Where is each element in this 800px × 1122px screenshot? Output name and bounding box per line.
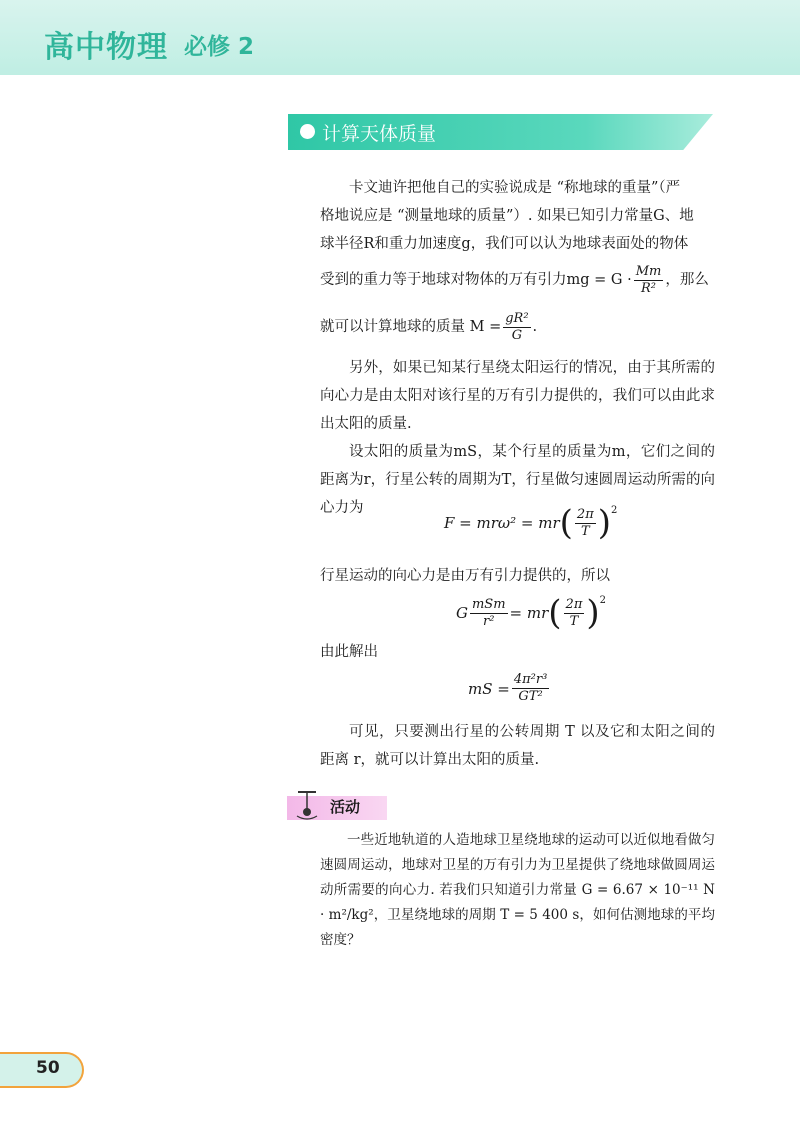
- p1-line4-tail: ，那么: [665, 272, 709, 288]
- fraction-denominator: T: [581, 523, 590, 539]
- p1-line4-text: 受到的重力等于地球对物体的万有引力mg = G ·: [320, 272, 632, 288]
- left-paren: (: [548, 593, 562, 633]
- eq2-mid: = mr: [509, 604, 549, 622]
- exponent: 2: [599, 594, 607, 606]
- p1-line5-text: 就可以计算地球的质量 M =: [320, 319, 502, 335]
- p1-line4: [320, 258, 715, 302]
- fraction-denominator: r²: [483, 613, 495, 629]
- fraction-denominator: R²: [641, 280, 657, 296]
- p1-line1: 卡文迪许把他自己的实验说成是 “称地球的重量”（严: [349, 180, 681, 196]
- fraction-2pi-T: [564, 597, 585, 630]
- paragraph-4-text: 行星运动的向心力是由万有引力提供的，所以: [320, 568, 610, 584]
- paragraph-2: [320, 354, 715, 438]
- left-paren: (: [559, 503, 573, 543]
- fraction-numerator: 4π²r³: [513, 672, 548, 687]
- book-title: 高中物理: [44, 30, 168, 65]
- fraction-numerator: mSm: [471, 596, 506, 612]
- fraction-gR2-G: [503, 311, 530, 344]
- activity-text: [320, 828, 715, 953]
- fraction-denominator: G: [511, 327, 523, 343]
- fraction-denominator: T: [569, 613, 579, 629]
- section-title: 计算天体质量: [322, 123, 437, 145]
- fraction-msm-r2: [470, 597, 508, 630]
- activity-text-body: 一些近地轨道的人造地球卫星绕地球的运动可以近似地看做匀速圆周运动，地球对卫星的万有引力为卫星提供了绕地球做圆周运动所需要的向心力. 若我们只知道引力常量 G = 6.67 × 10⁻¹¹ N · m²/kg²，卫星绕地球的周期 T = 5 400 s，如何估测地球的平均密度？: [320, 832, 715, 948]
- p1-line3: 球半径R和重力加速度g，我们可以认为地球表面处的物体: [320, 236, 689, 252]
- fraction-4pi2r3-GT2: [512, 672, 549, 705]
- book-subtitle: 必修 2: [184, 34, 255, 60]
- right-paren: ): [586, 593, 600, 633]
- fraction-numerator: 2π: [565, 596, 583, 612]
- equation-centripetal: [444, 503, 618, 543]
- paragraph-3-text: 设太阳的质量为mS，某个行星的质量为m，它们之间的距离为r，行星公转的周期为T，行星做匀速圆周运动所需的向心力为: [320, 444, 715, 516]
- bullet-icon: [300, 124, 315, 139]
- exponent: 2: [611, 504, 618, 516]
- paragraph-6: [320, 718, 715, 774]
- paragraph-1: [320, 174, 715, 352]
- page-number: 50: [36, 1058, 60, 1078]
- fraction-Mm-R2: [634, 264, 664, 297]
- equation-solar-mass: [468, 672, 551, 705]
- paragraph-5-text: 由此解出: [320, 644, 378, 660]
- fraction-numerator: Mm: [635, 263, 662, 279]
- eq1-left: F = mrω² = mr: [444, 514, 560, 532]
- p1-line2: 格地说应是 “测量地球的质量”）. 如果已知引力常量G、地: [320, 208, 694, 224]
- eq3-left: mS =: [468, 679, 510, 698]
- paragraph-2-text: 另外，如果已知某行星绕太阳运行的情况，由于其所需的向心力是由太阳对该行星的万有引力提供的，我们可以由此求出太阳的质量.: [320, 360, 715, 432]
- fraction-denominator: GT²: [518, 689, 543, 704]
- right-paren: ): [597, 503, 612, 543]
- paragraph-6-text: 可见，只要测出行星的公转周期 T 以及它和太阳之间的距离 r，就可以计算出太阳的质量.: [320, 724, 715, 768]
- eq2-G: G: [456, 604, 468, 622]
- equation-gravity: [456, 593, 607, 633]
- pendulum-icon: [294, 790, 320, 822]
- p1-line5-tail: .: [532, 319, 538, 335]
- fraction-2pi-T: [575, 507, 596, 540]
- fraction-numerator: 2π: [576, 506, 594, 522]
- paragraph-4: [320, 562, 715, 590]
- paragraph-5: [320, 638, 715, 666]
- p1-line5: [320, 302, 715, 352]
- fraction-numerator: gR²: [505, 310, 529, 326]
- activity-label: 活动: [330, 798, 361, 816]
